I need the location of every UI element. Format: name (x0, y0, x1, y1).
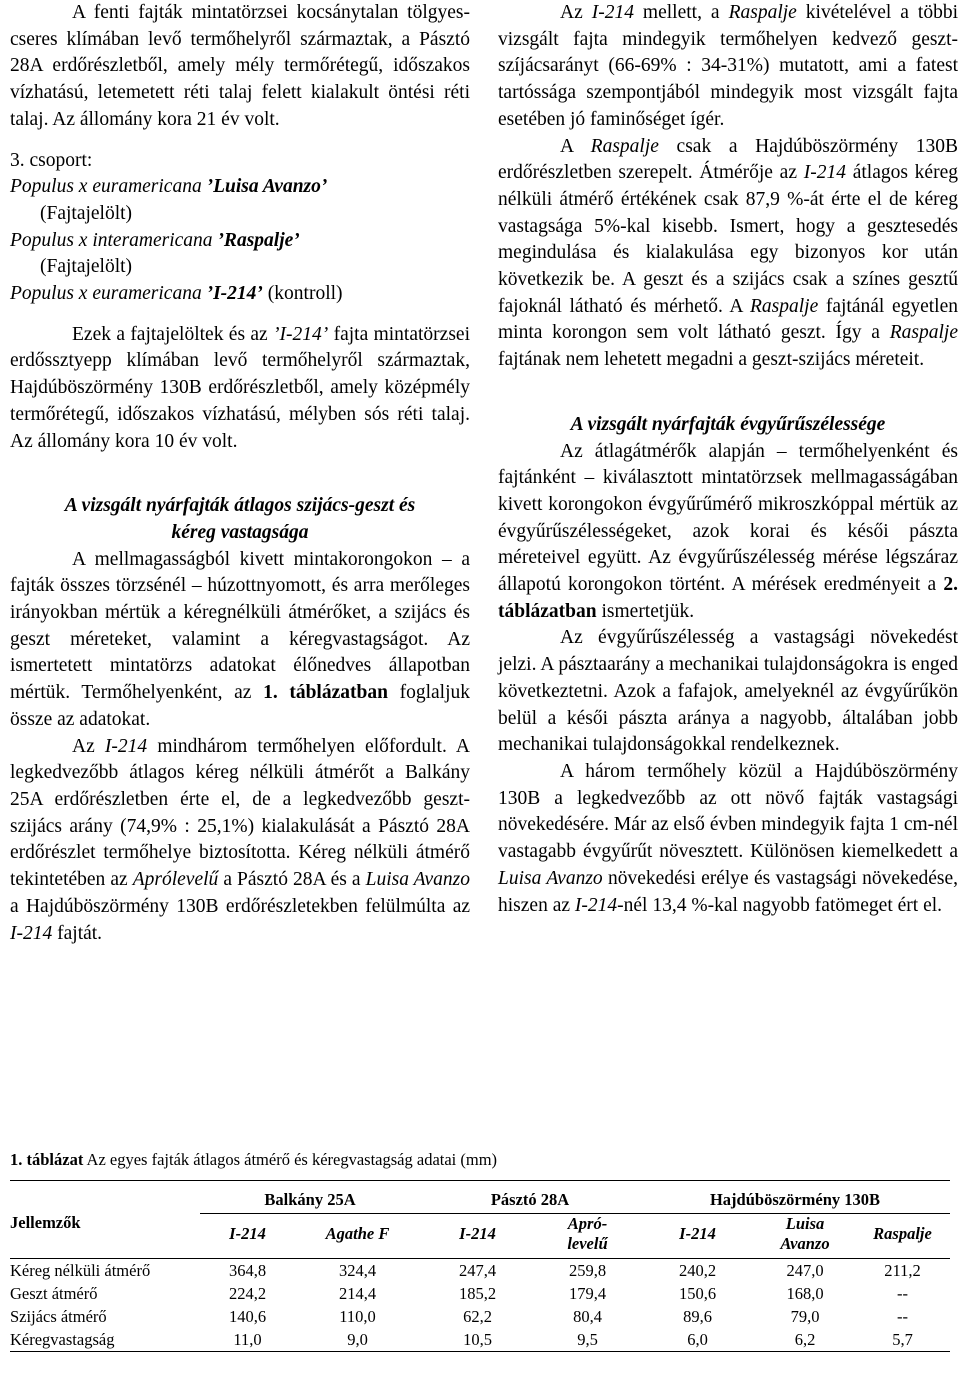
section-title-ring-width: A vizsgált nyárfajták évgyűrűszélessége (570, 413, 886, 435)
cultivar-luisa-avanzo: Populus x euramericana ’Luisa Avanzo’ (10, 176, 328, 198)
table-caption: 1. táblázat Az egyes fajták átlagos átmérő és kéregvastagság adatai (mm) (10, 1150, 498, 1169)
table-cell: 80,4 (573, 1306, 602, 1326)
paragraph-ring-meaning: Az évgyűrűszélesség a vastagsági növekedést jelzi. A pásztaarány a mechanikai tulajdonságokra is enged következtetni. Azok a fafajok, amelyeknél az évgyűrűkön belül a késői pászta aránya a nagyobb, általában jobb mechanikai tulajdonságokkal rendelkeznek. (498, 627, 958, 756)
paragraph-heartwood-ratio: Az I-214 mellett, a Raspalje kivételével a többi vizsgált fajta mindegyik termőhelyen kedvező geszt-szíjácsarányt (66-69% : 34-31%) mutatott, ami a fatest tartóssága szempontjából mindegyik most vizsgált fajta esetében jó faminőséget ígér. (498, 2, 958, 130)
table-cell: 6,0 (640, 1328, 755, 1352)
row-label: Kéregvastagság (10, 1328, 200, 1352)
table-cell: 224,2 (228, 1283, 267, 1303)
table-cell: 6,2 (755, 1328, 855, 1352)
table-cell: 211,2 (884, 1260, 921, 1280)
table-cell: 364,8 (228, 1260, 267, 1280)
paragraph-i214-results: Az I-214 mindhárom termőhelyen előfordult. A legkedvezőbb átlagos kéreg nélküli átmérőt a Balkány 25A erdőrészletben érte el, de a legkedvezőbb geszt-szijács arány (74,9% : 25,1%) kialakulását a Pásztó 28A erdőrészlet termőhelye biztosította. Kéreg nélküli átmérő tekintetében az Aprólevelű a Pásztó 28A és a Luisa Avanzo a Hajdúböszörmény 130B erdőrészletekben felülmúlta az I-214 fajtát. (10, 735, 470, 944)
row-label: Kéreg nélküli átmérő (10, 1260, 151, 1280)
section-title-sapwood: A vizsgált nyárfajták átlagos szijács-geszt és kéreg vastagsága (64, 495, 416, 543)
header-cultivar: Luisa Avanzo (755, 1214, 855, 1259)
paragraph-raspalje: A Raspalje csak a Hajdúböszörmény 130B erdőrészletben szerepelt. Átmérője az I-214 átlagos kéreg nélküli átmérő értékének csak 87,9 %-át érte el de kéreg vastagsága 5%-kal kisebb. Ismert, hogy a gesztesedés megindulása és kialakulása egy bizonyos kor után következik be. A geszt és a szijács csak a színes gesztű fajoknál látható és mérhető. A Raspalje fajtánál egyetlen minta korongon sem volt látható geszt. Így a Raspalje fajtának nem lehetett megadni a geszt-szijács méreteit. (498, 135, 959, 371)
table-row (10, 1282, 950, 1305)
table-row (10, 1328, 950, 1352)
paragraph-methods: A mellmagasságból kivett mintakorongokon – a fajták összes törzsénél – húzottnyomott, és arra merőleges irányokban mértük a kéregnélküli átmérőket, a szijács és geszt méreteket, valamint a kéregvastagságot. Az ismertetett mintatörzs adatokat élőnedves állapotban mértük. Termőhelyenként, az 1. táblázatban foglaljuk össze az adatokat. (10, 548, 470, 730)
right-column (498, 0, 958, 919)
group-3-list (10, 148, 470, 308)
table-cell: 5,7 (855, 1328, 950, 1352)
table-cell: 168,0 (786, 1283, 824, 1303)
table-cell: 247,4 (458, 1260, 497, 1280)
table-cell: 11,0 (200, 1328, 295, 1352)
cultivar-i214: Populus x euramericana ’I-214’ (kontroll) (10, 283, 343, 305)
cultivar-raspalje: Populus x interamericana ’Raspalje’ (10, 229, 300, 251)
header-group-paszto: Pásztó 28A (420, 1181, 640, 1214)
candidate-label-1: (Fajtajelölt) (40, 202, 133, 224)
row-label: Geszt átmérő (10, 1283, 98, 1303)
table-cell: 110,0 (339, 1306, 376, 1326)
table-cell: 240,2 (678, 1260, 717, 1280)
table-cell: 324,4 (338, 1260, 377, 1280)
header-group-hajdu: Hajdúböszörmény 130B (640, 1181, 950, 1214)
candidate-label-2: (Fajtajelölt) (40, 256, 133, 278)
paragraph-site-pasztó: A fenti fajták mintatörzsei kocsánytalan tölgyes-cseres klímában levő termőhelyről származtak, a Pásztó 28A erdőrészletből, amely mély termőrétegű, időszakos vízhatású, letemetett réti talaj felett kialakult öntési réti talaj. Az állomány kora 21 év volt. (10, 2, 470, 130)
table-row (10, 1305, 950, 1328)
table-row (10, 1259, 950, 1283)
table-cell: 259,8 (568, 1260, 607, 1280)
left-column (10, 0, 470, 947)
table-cell: 214,4 (338, 1283, 377, 1303)
group-3-heading: 3. csoport: (10, 149, 93, 171)
paragraph-best-site: A három termőhely közül a Hajdúböszörmény 130B a legkedvezőbb az ott növő fajták vastagsági növekedésére. Már az első évben mindegyik fajta 1 cm-nél vastagabb évgyűrűt növesztett. Különösen kiemelkedett a Luisa Avanzo növekedési erélye és vastagsági növekedése, hiszen az I-214-nél 13,4 %-kal nagyobb fatömeget ért el. (498, 760, 959, 916)
table-1 (10, 1150, 960, 1352)
paragraph-site-hajdu: Ezek a fajtajelöltek és az ’I-214’ fajta mintatörzsei erdőssztyepp klímában levő termőhelyről származtak, Hajdúböszörmény 130B erdőrészletből, amely középmély termőrétegű, időszakos vízhatású, mélyben sós réti talaj. Az állomány kora 10 év volt. (10, 323, 470, 452)
table-cell: 79,0 (790, 1306, 820, 1326)
header-cultivar: I-214 (420, 1214, 535, 1259)
table-cell: -- (897, 1306, 908, 1326)
table-cell: 150,6 (678, 1283, 717, 1303)
table-cell: 140,6 (228, 1306, 267, 1326)
table-cell: 10,5 (420, 1328, 535, 1352)
table-cell: 247,0 (786, 1260, 824, 1280)
table-cell: -- (897, 1283, 908, 1303)
data-table (10, 1180, 950, 1352)
table-cell: 9,0 (295, 1328, 420, 1352)
header-cultivar: Raspalje (855, 1214, 950, 1259)
table-cell: 9,5 (535, 1328, 640, 1352)
row-label: Szijács átmérő (10, 1306, 107, 1326)
header-cultivar: Agathe F (295, 1214, 420, 1259)
paragraph-ring-methods: Az átlagátmérők alapján – termőhelyenként és fajtánként – kiválasztott mintatörzsek mellmagasságában kivett korongokon évgyűrűmérő mikroszkóppal mértük az évgyűrűszélességeket, azok korai és késői pászta méreteivel együtt. Az évgyűrűszélesség mérése légszáraz állapotú korongokon történt. A mérések eredményeit a 2. táblázatban ismertetjük. (498, 440, 958, 622)
table-cell: 62,2 (463, 1306, 492, 1326)
table-cell: 179,4 (568, 1283, 607, 1303)
table-cell: 89,6 (683, 1306, 712, 1326)
header-cultivar: I-214 (640, 1214, 755, 1259)
header-group-balkany: Balkány 25A (200, 1181, 420, 1214)
table-cell: 185,2 (458, 1283, 497, 1303)
header-cultivar: Apró- levelű (535, 1214, 640, 1259)
header-cultivar: I-214 (200, 1214, 295, 1259)
header-characteristics: Jellemzők (10, 1181, 200, 1259)
